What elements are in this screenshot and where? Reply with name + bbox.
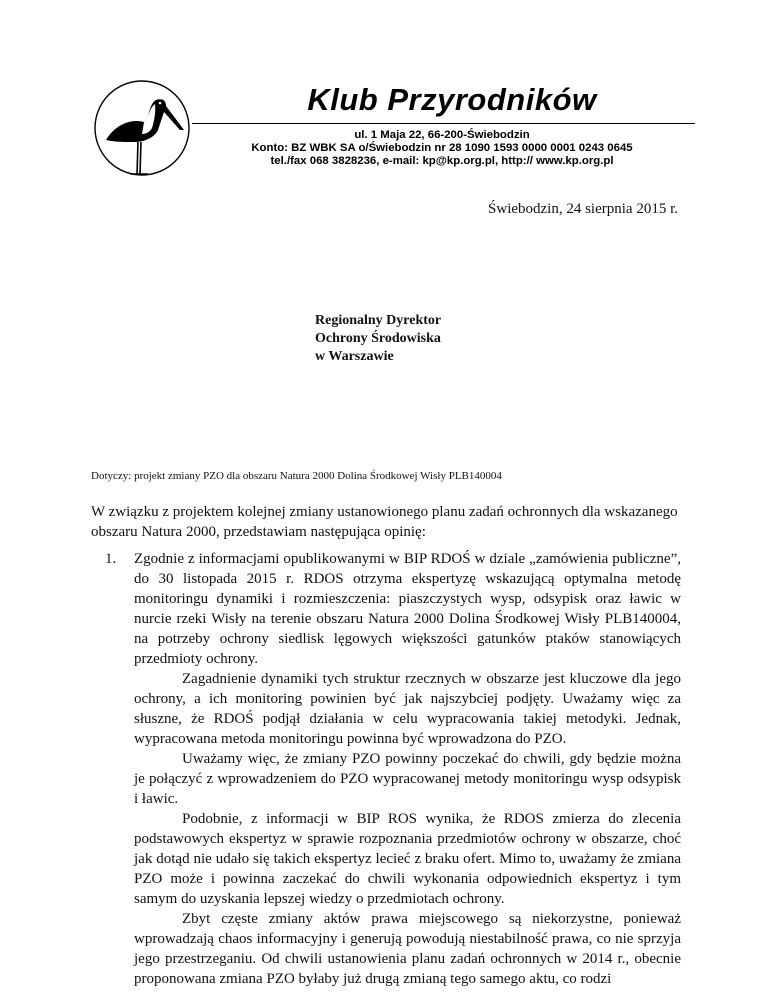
letterhead-divider — [192, 123, 695, 124]
contact-line: tel./fax 068 3828236, e-mail: kp@kp.org.pl, http:// www.kp.org.pl — [270, 155, 614, 167]
paragraph: Podobnie, z informacji w BIP ROS wynika, że RDOS zmierza do zlecenia podstawowych ekspertyz w sprawie rozpoznania przedmiotów ochrony w obszarze, choć jak dotąd nie udało się takich ekspertyz lecieć z braku ofert. Mimo to, uważamy że zmiana PZO może i powinna zaczekać do chwili wykonania odpowiednich ekspertyz i tym samym do uzyskania lepszej wiedzy o przedmiotach ochrony. — [134, 811, 681, 907]
letter-date: Świebodzin, 24 sierpnia 2015 r. — [488, 201, 678, 217]
intro-paragraph: W związku z projektem kolejnej zmiany ustanowionego planu zadań ochronnych dla wskazanego obszaru Natura 2000, przedstawiam następująca opinię: — [91, 504, 678, 540]
numbered-list — [91, 549, 681, 989]
recipient-block — [315, 312, 441, 366]
list-number: 1. — [105, 551, 117, 567]
recipient-line: Regionalny Dyrektor — [315, 313, 442, 328]
paragraph: Uważamy więc, że zmiany PZO powinny poczekać do chwili, gdy będzie można je połączyć z wprowadzeniem do PZO wypracowanej metody monitoringu wysp odsypisk i ławic. — [134, 751, 681, 807]
paragraph: Zbyt częste zmiany aktów prawa miejscowego są niekorzystne, ponieważ wprowadzają chaos informacyjny i generują powodują niestabilność prawa, co nie sprzyja jego przestrzeganiu. Od chwili ustanowienia planu zadań ochronnych w 2014 r., obecnie proponowana zmiana PZO byłaby już drugą zmianą tego samego aktu, co rodzi — [134, 911, 681, 987]
list-item — [134, 549, 681, 989]
bank-account-line: Konto: BZ WBK SA o/Świebodzin nr 28 1090 1593 0000 0001 0243 0645 — [251, 142, 633, 154]
paragraph: Zagadnienie dynamiki tych struktur rzecznych w obszarze jest kluczowe dla jego ochrony, a ich monitoring powinien być jak najszybciej podjęty. Uważamy więc za słuszne, że RDOŚ podjął działania w celu wypracowania takiej metodyki. Jednak, wypracowana metoda monitoringu powinna być wprowadzona do PZO. — [134, 671, 681, 747]
stork-icon — [92, 78, 192, 178]
letterhead-contact — [192, 129, 692, 168]
recipient-line: w Warszawie — [315, 349, 394, 364]
recipient-line: Ochrony Środowiska — [315, 331, 441, 346]
paragraph: Zgodnie z informacjami opublikowanymi w BIP RDOŚ w dziale „zamówienia publiczne”, do 30 listopada 2015 r. RDOS otrzyma ekspertyzę wskazującą optymalna metodę monitoringu dynamiki i rozmieszczenia: piaszczystych wysp, odsypisk oraz ławic w nurcie rzeki Wisły na terenie obszaru Natura 2000 Dolina Środkowej Wisły PLB140004, na potrzeby ochrony siedlisk lęgowych większości gatunków ptaków stanowiących przedmioty ochrony. — [134, 551, 681, 667]
subject-line: Dotyczy: projekt zmiany PZO dla obszaru Natura 2000 Dolina Środkowej Wisły PLB140004 — [91, 470, 502, 482]
address-line: ul. 1 Maja 22, 66-200-Świebodzin — [354, 129, 530, 141]
organization-name: Klub Przyrodników — [307, 82, 597, 117]
